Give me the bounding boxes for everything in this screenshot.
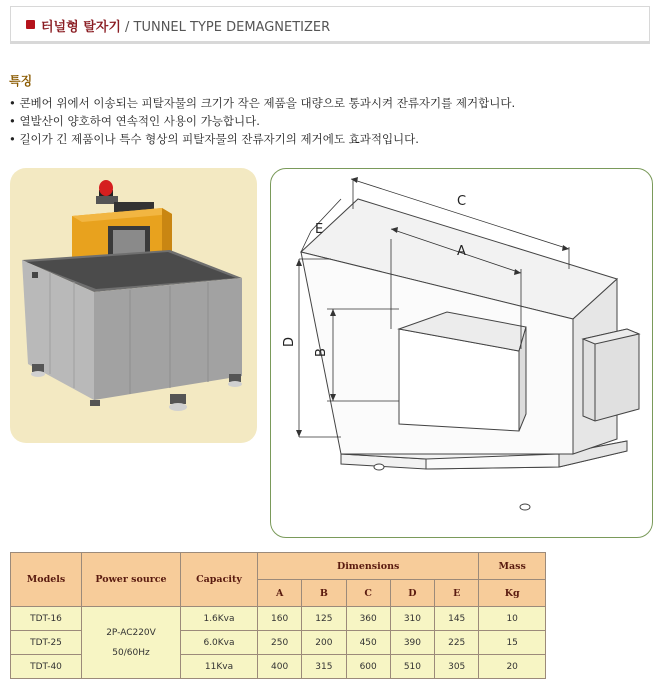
header-capacity: Capacity xyxy=(181,553,258,607)
feature-item: • 콘베어 위에서 이송되는 피탈자물의 크기가 작은 제품을 대량으로 통과시켜 잔류자기를 제거합니다. xyxy=(9,96,516,110)
dimension-label-e: E xyxy=(315,222,324,237)
bullet-square-icon xyxy=(26,20,35,29)
dimension-label-b: B xyxy=(314,348,329,357)
cell-dim-c: 360 xyxy=(346,607,390,631)
features-heading: 특징 xyxy=(9,74,33,88)
header-dim-e: E xyxy=(435,580,479,607)
header-mass: Mass xyxy=(479,553,546,580)
cell-dim-d: 390 xyxy=(390,631,434,655)
cell-power-source xyxy=(82,607,181,679)
cell-dim-b: 200 xyxy=(302,631,346,655)
table-row xyxy=(11,607,546,631)
cell-dim-e: 225 xyxy=(435,631,479,655)
page-title xyxy=(41,16,330,35)
features-list xyxy=(9,94,515,148)
header-dim-b: B xyxy=(302,580,346,607)
specification-table xyxy=(10,552,546,679)
cell-dim-a: 250 xyxy=(258,631,302,655)
cell-capacity: 11Kva xyxy=(181,655,258,679)
cell-dim-d: 310 xyxy=(390,607,434,631)
page-header xyxy=(10,6,650,44)
title-separator: / xyxy=(120,20,134,35)
page-title-korean: 터널형 탈자기 xyxy=(41,20,121,35)
feature-item: • 열발산이 양호하여 연속적인 사용이 가능합니다. xyxy=(9,114,260,128)
cell-mass: 10 xyxy=(479,607,546,631)
cell-dim-c: 450 xyxy=(346,631,390,655)
demagnetizer-machine-illustration xyxy=(10,168,257,443)
cell-dim-b: 315 xyxy=(302,655,346,679)
cell-dim-a: 160 xyxy=(258,607,302,631)
cell-mass: 15 xyxy=(479,631,546,655)
dimension-diagram xyxy=(270,168,653,538)
header-mass-unit: Kg xyxy=(479,580,546,607)
cell-dim-e: 145 xyxy=(435,607,479,631)
cell-dim-d: 510 xyxy=(390,655,434,679)
cell-dim-b: 125 xyxy=(302,607,346,631)
cell-model: TDT-40 xyxy=(11,655,82,679)
cell-dim-c: 600 xyxy=(346,655,390,679)
header-dim-c: C xyxy=(346,580,390,607)
cell-mass: 20 xyxy=(479,655,546,679)
dimension-label-c: C xyxy=(457,194,467,209)
product-photo xyxy=(10,168,257,443)
header-power-source: Power source xyxy=(82,553,181,607)
cell-capacity: 6.0Kva xyxy=(181,631,258,655)
page-title-english: TUNNEL TYPE DEMAGNETIZER xyxy=(133,20,331,35)
dimension-label-d: D xyxy=(282,336,297,347)
power-line-2: 50/60Hz xyxy=(112,647,150,658)
dimension-diagram-drawing xyxy=(271,169,652,537)
power-line-1: 2P-AC220V xyxy=(106,627,156,638)
header-dimensions: Dimensions xyxy=(258,553,479,580)
header-models: Models xyxy=(11,553,82,607)
cell-model: TDT-25 xyxy=(11,631,82,655)
cell-model: TDT-16 xyxy=(11,607,82,631)
header-dim-d: D xyxy=(390,580,434,607)
cell-capacity: 1.6Kva xyxy=(181,607,258,631)
feature-item: • 길이가 긴 제품이나 특수 형상의 피탈자물의 잔류자기의 제거에도 효과적입니다. xyxy=(9,132,419,146)
dimension-label-a: A xyxy=(457,244,466,259)
cell-dim-a: 400 xyxy=(258,655,302,679)
cell-dim-e: 305 xyxy=(435,655,479,679)
header-dim-a: A xyxy=(258,580,302,607)
